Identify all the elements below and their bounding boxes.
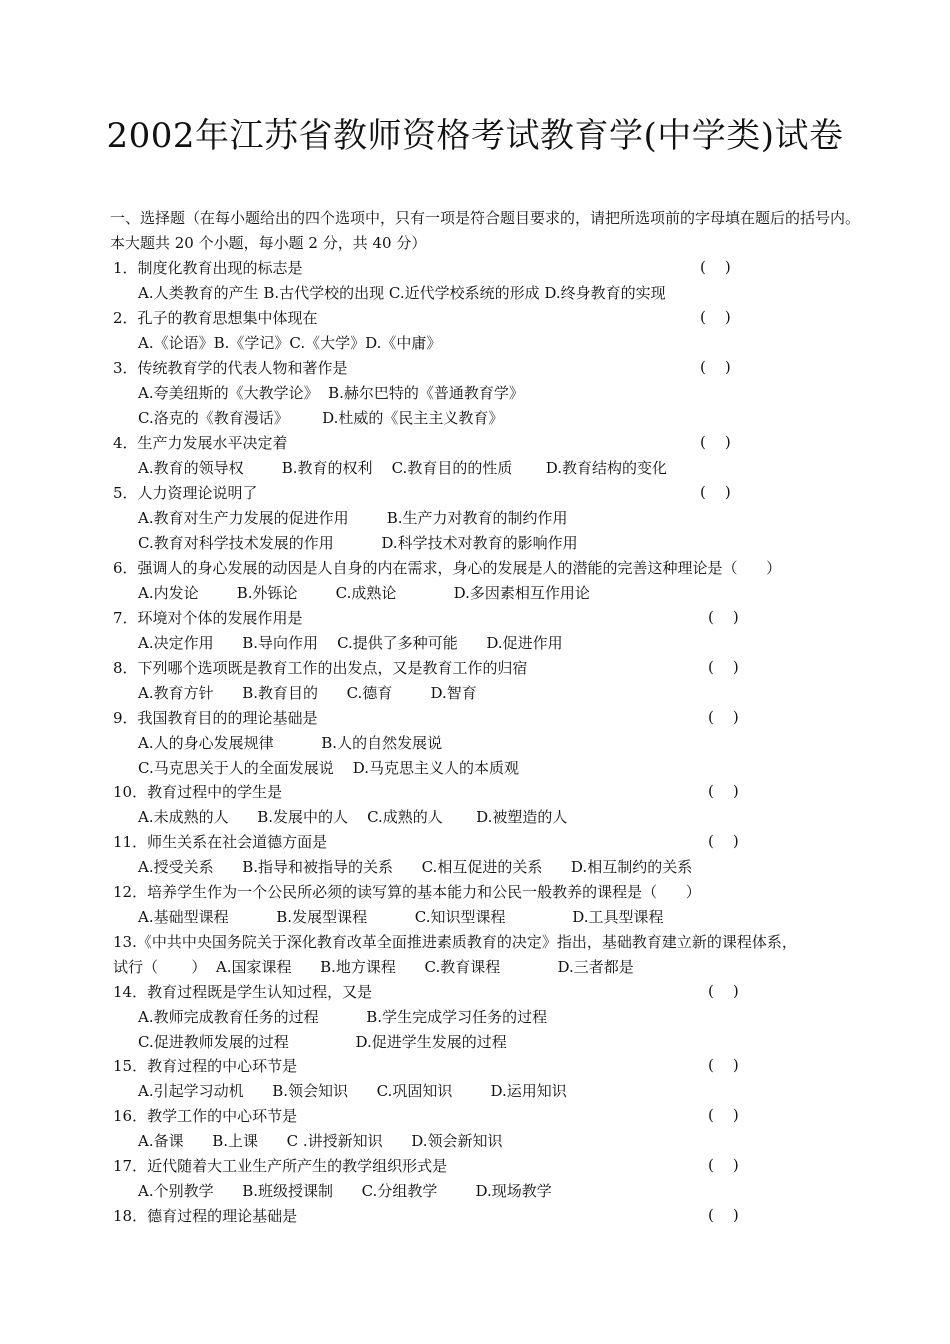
options-9b: C.马克思关于人的全面发展说 D.马克思主义人的本质观: [138, 759, 520, 777]
answer-paren: ( ): [700, 358, 731, 376]
answer-paren: ( ): [700, 308, 731, 326]
answer-paren: ( ): [708, 1156, 739, 1174]
answer-paren: ( ): [708, 608, 739, 626]
document-title: 2002年江苏省教师资格考试教育学(中学类)试卷: [106, 116, 844, 156]
options-15: A.引起学习动机 B.领会知识 C.巩固知识 D.运用知识: [138, 1082, 567, 1100]
question-12: 12．培养学生作为一个公民所必须的读写算的基本能力和公民一般教养的课程是（ ）: [113, 883, 701, 901]
options-3a: A.夸美纽斯的《大教学论》 B.赫尔巴特的《普通教育学》: [138, 384, 524, 402]
section-intro: 一、选择题（在每小题给出的四个选项中，只有一项是符合题目要求的，请把所选项前的字母填在题后的括号内。本大题共 20 个小题，每小题 2 分，共 40 分）: [110, 209, 861, 252]
options-2: A.《论语》B.《学记》C.《大学》D.《中庸》: [138, 334, 442, 352]
question-9: 9．我国教育目的的理论基础是: [113, 709, 318, 727]
question-2: 2．孔子的教育思想集中体现在: [113, 309, 318, 327]
question-16: 16．教学工作的中心环节是: [113, 1107, 298, 1125]
answer-paren: ( ): [708, 1206, 739, 1224]
question-3: 3．传统教育学的代表人物和著作是: [113, 359, 348, 377]
options-10: A.未成熟的人 B.发展中的人 C.成熟的人 D.被塑造的人: [138, 808, 568, 826]
options-16: A.备课 B.上课 C .讲授新知识 D.领会新知识: [138, 1132, 503, 1150]
answer-paren: ( ): [708, 1106, 739, 1124]
question-8: 8．下列哪个选项既是教育工作的出发点，又是教育工作的归宿: [113, 659, 528, 677]
answer-paren: ( ): [708, 1056, 739, 1074]
question-5: 5．人力资理论说明了: [113, 484, 258, 502]
answer-paren: ( ): [708, 708, 739, 726]
question-13-options: 试行（ ） A.国家课程 B.地方课程 C.教育课程 D.三者都是: [113, 958, 634, 976]
options-11: A.授受关系 B.指导和被指导的关系 C.相互促进的关系 D.相互制约的关系: [138, 858, 693, 876]
options-12: A.基础型课程 B.发展型课程 C.知识型课程 D.工具型课程: [138, 908, 664, 926]
answer-paren: ( ): [700, 483, 731, 501]
question-17: 17．近代随着大工业生产所产生的教学组织形式是: [113, 1157, 448, 1175]
answer-paren: ( ): [708, 658, 739, 676]
question-13: 13.《中共中央国务院关于深化教育改革全面推进素质教育的决定》指出，基础教育建立新的课程体系，: [113, 933, 797, 951]
options-9a: A.人的身心发展规律 B.人的自然发展说: [138, 734, 443, 752]
options-5b: C.教育对科学技术发展的作用 D.科学技术对教育的影响作用: [138, 534, 578, 552]
options-14b: C.促进教师发展的过程 D.促进学生发展的过程: [138, 1033, 507, 1051]
options-17: A.个别教学 B.班级授课制 C.分组教学 D.现场教学: [138, 1182, 552, 1200]
options-14a: A.教师完成教育任务的过程 B.学生完成学习任务的过程: [138, 1008, 548, 1026]
question-10: 10．教育过程中的学生是: [113, 783, 283, 801]
question-6: 6．强调人的身心发展的动因是人自身的内在需求，身心的发展是人的潜能的完善这种理论是（ ）: [113, 559, 782, 577]
options-7: A.决定作用 B.导向作用 C.提供了多种可能 D.促进作用: [138, 634, 563, 652]
question-4: 4．生产力发展水平决定着: [113, 434, 288, 452]
answer-paren: ( ): [700, 433, 731, 451]
answer-paren: ( ): [700, 258, 731, 276]
options-8: A.教育方针 B.教育目的 C.德育 D.智育: [138, 684, 477, 702]
options-3b: C.洛克的《教育漫话》 D.杜威的《民主主义教育》: [138, 409, 504, 427]
options-4: A.教育的领导权 B.教育的权利 C.教育目的的性质 D.教育结构的变化: [138, 459, 667, 477]
options-6: A.内发论 B.外铄论 C.成熟论 D.多因素相互作用论: [138, 584, 590, 602]
options-5a: A.教育对生产力发展的促进作用 B.生产力对教育的制约作用: [138, 509, 568, 527]
question-7: 7．环境对个体的发展作用是: [113, 609, 303, 627]
question-11: 11．师生关系在社会道德方面是: [113, 833, 328, 851]
options-1: A.人类教育的产生 B.古代学校的出现 C.近代学校系统的形成 D.终身教育的实现: [138, 284, 666, 302]
question-18: 18．德育过程的理论基础是: [113, 1207, 298, 1225]
answer-paren: ( ): [708, 832, 739, 850]
question-14: 14．教育过程既是学生认知过程，又是: [113, 983, 373, 1001]
question-1: 1．制度化教育出现的标志是: [113, 259, 303, 277]
answer-paren: ( ): [708, 782, 739, 800]
answer-paren: ( ): [708, 982, 739, 1000]
question-15: 15．教育过程的中心环节是: [113, 1057, 298, 1075]
